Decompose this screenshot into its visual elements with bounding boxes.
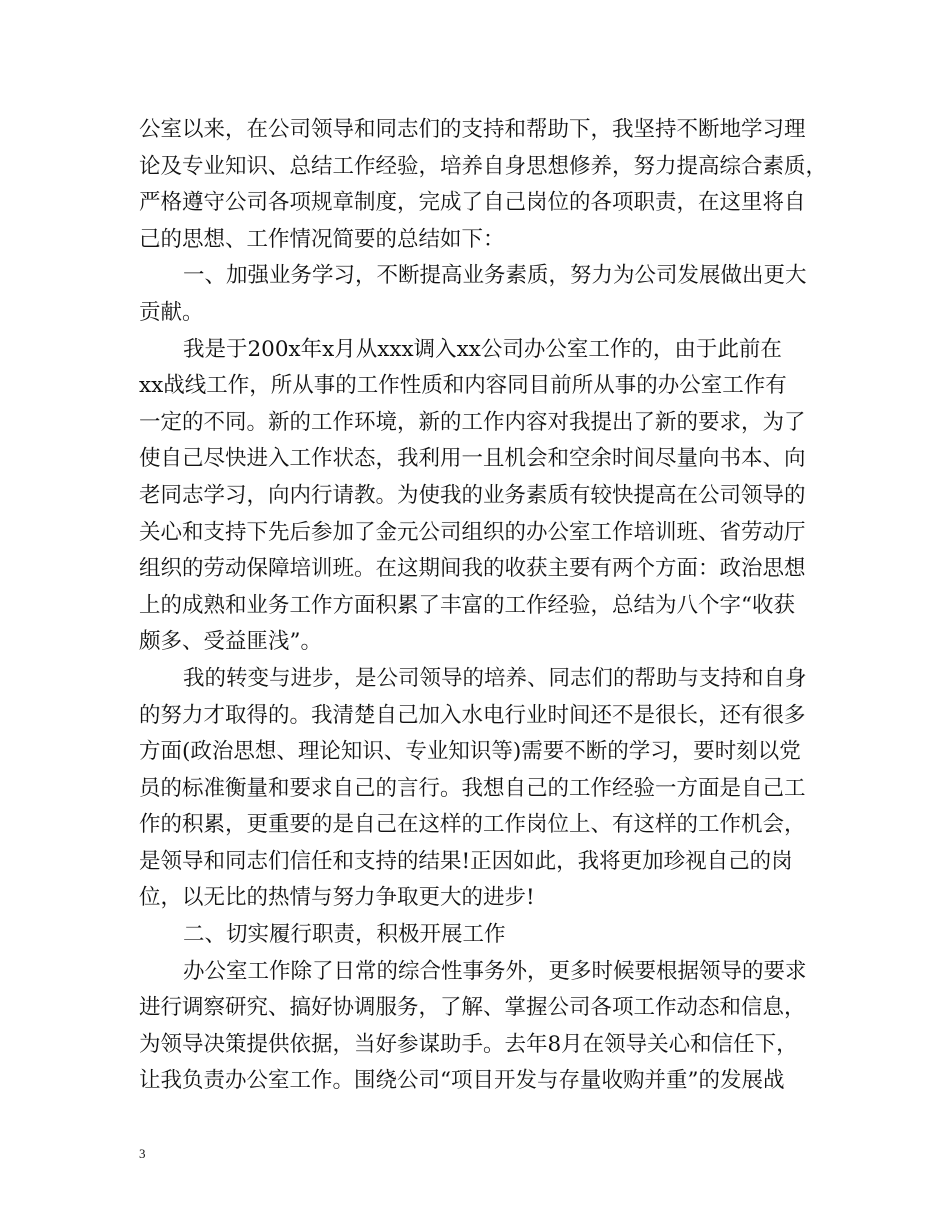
section-heading-1: 一、加强业务学习，不断提高业务素质，努力为公司发展做出更大 [183, 263, 807, 289]
text-line: 严格遵守公司各项规章制度，完成了自己岗位的各项职责，在这里将自 [139, 190, 806, 216]
text-line: 组织的劳动保障培训班。在这期间我的收获主要有两个方面：政治思想 [139, 556, 806, 582]
text-line: 是领导和同志们信任和支持的结果!正因如此，我将更加珍视自己的岗 [139, 848, 793, 874]
text-line: 进行调察研究、搞好协调服务，了解、掌握公司各项工作动态和信息， [139, 995, 806, 1021]
text-line: xx战线工作，所从事的工作性质和内容同目前所从事的办公室工作有 [139, 373, 787, 399]
text-line: 位，以无比的热情与努力争取更大的进步! [139, 885, 535, 911]
text-line: 公室以来，在公司领导和同志们的支持和帮助下，我坚持不断地学习理 [139, 117, 806, 142]
text-line: 的努力才取得的。我清楚自己加入水电行业时间还不是很长，还有很多 [139, 702, 806, 728]
section-heading-2: 二、切实履行职责，积极开展工作 [183, 922, 506, 948]
paragraph-start: 办公室工作除了日常的综合性事务外，更多时候要根据领导的要求 [183, 958, 807, 984]
text-line: 员的标准衡量和要求自己的言行。我想自己的工作经验一方面是自己工 [139, 775, 806, 801]
text-line: 颇多、受益匪浅”。 [139, 629, 322, 655]
text-line: 老同志学习，向内行请教。为使我的业务素质有较快提高在公司领导的 [139, 482, 806, 508]
text-line: 为领导决策提供依据，当好参谋助手。去年8月在领导关心和信任下， [139, 1031, 798, 1057]
text-line: 使自己尽快进入工作状态，我利用一且机会和空余时间尽量向书本、向 [139, 446, 806, 472]
text-line: 一定的不同。新的工作环境，新的工作内容对我提出了新的要求，为了 [139, 409, 806, 435]
text-line: 上的成熟和业务工作方面积累了丰富的工作经验，总结为八个字“收获 [139, 592, 795, 618]
text-line: 贡献。 [139, 299, 204, 325]
text-line: 作的积累，更重要的是自己在这样的工作岗位上、有这样的工作机会， [139, 812, 806, 838]
text-line: 论及专业知识、总结工作经验，培养自身思想修养，努力提高综合素质， [139, 153, 828, 179]
page-number: 3 [139, 1146, 146, 1161]
text-line: 关心和支持下先后参加了金元公司组织的办公室工作培训班、省劳动厅 [139, 519, 806, 545]
text-line: 己的思想、工作情况简要的总结如下： [139, 226, 505, 252]
text-line: 方面(政治思想、理论知识、专业知识等)需要不断的学习，要时刻以党 [139, 739, 801, 765]
body-text [139, 112, 829, 1100]
paragraph-start: 我是于200x年x月从xxx调入xx公司办公室工作的，由于此前在 [183, 336, 782, 362]
text-line: 让我负责办公室工作。围绕公司“项目开发与存量收购并重”的发展战 [139, 1068, 785, 1094]
paragraph-start: 我的转变与进步，是公司领导的培养、同志们的帮助与支持和自身 [183, 665, 807, 691]
